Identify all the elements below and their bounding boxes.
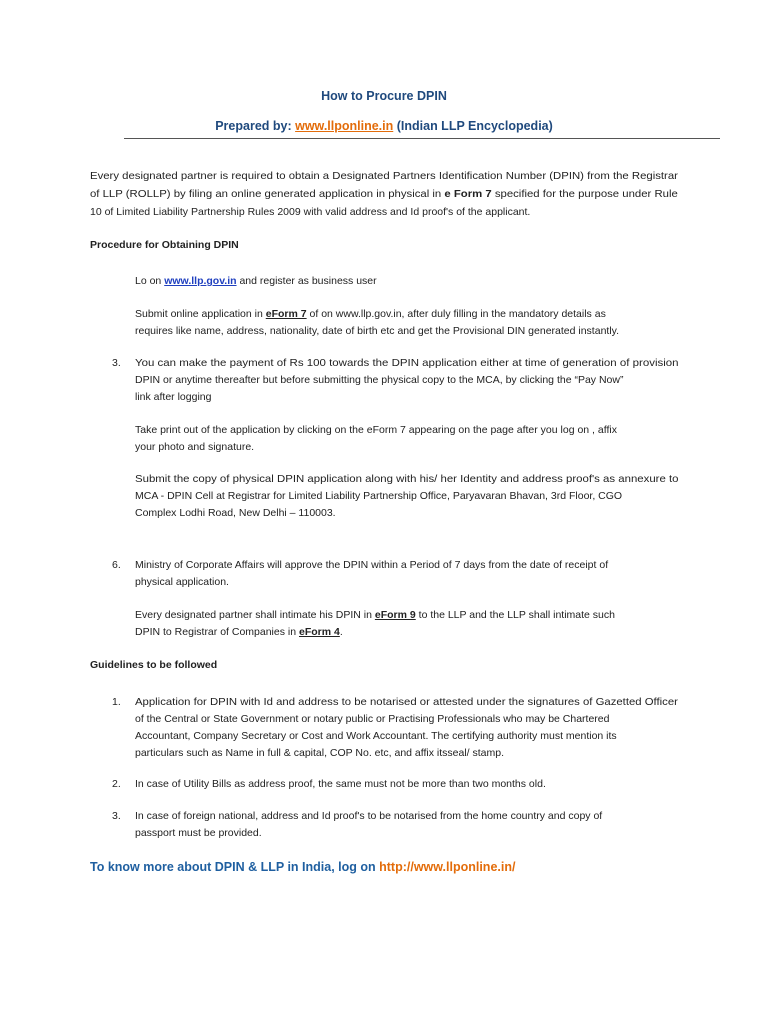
- page-title: How to Procure DPIN: [321, 89, 447, 103]
- footer-llponline-link[interactable]: http://www.llponline.in/: [379, 860, 516, 874]
- prepared-by-label: Prepared by:: [215, 119, 296, 133]
- footer-text: To know more about DPIN & LLP in India, log on: [90, 860, 380, 874]
- llp-gov-link[interactable]: www.llp.gov.in: [164, 275, 237, 287]
- guideline-1-line-1: Application for DPIN with Id and address to be notarised or attested under the signatures of Gazetted Officer: [135, 696, 678, 708]
- guideline-1-line-3: Accountant, Company Secretary or Cost and Work Accountant. The certifying authority must mention its: [135, 730, 617, 742]
- step-2-line-2: requires like name, address, nationality, date of birth etc and get the Provisional DIN generated instantly.: [135, 325, 620, 337]
- guideline-3-line-1: In case of foreign national, address and Id proof's to be notarised from the home country and copy of: [135, 810, 603, 822]
- step-6-number: 6.: [112, 559, 121, 571]
- step-3-line-1: You can make the payment of Rs 100 towards the DPIN application either at time of generation of provision: [135, 357, 679, 369]
- step-7-text: Every designated partner shall intimate his DPIN in: [135, 609, 375, 621]
- step-4-line-2: your photo and signature.: [135, 441, 255, 453]
- guideline-3-number: 3.: [112, 810, 121, 822]
- guideline-1-line-2: of the Central or State Government or notary public or Practising Professionals who may be Chartered: [135, 713, 610, 725]
- step-1-text: Lo on: [135, 275, 165, 287]
- step-1-tail: and register as business user: [236, 275, 377, 287]
- step-6-line-2: physical application.: [135, 576, 229, 588]
- guideline-3-line-2: passport must be provided.: [135, 827, 262, 839]
- step-4-line-1: Take print out of the application by clicking on the eForm 7 appearing on the page after you log on , affix: [135, 424, 617, 436]
- step-7-line-2: [135, 624, 343, 641]
- step-5-line-2: MCA - DPIN Cell at Registrar for Limited Liability Partnership Office, Paryavaran Bhavan, 3rd Floor, CGO: [135, 490, 623, 502]
- eform7-link[interactable]: eForm 7: [265, 308, 307, 320]
- guideline-2-line-1: In case of Utility Bills as address proof, the same must not be more than two months old.: [135, 778, 546, 790]
- guideline-1-line-4: particulars such as Name in full & capital, COP No. etc, and affix itsseal/ stamp.: [135, 747, 505, 759]
- llponline-link[interactable]: www.llponline.in: [295, 119, 394, 133]
- step-7-line-2-text: DPIN to Registrar of Companies in: [135, 626, 299, 638]
- intro-line-1: Every designated partner is required to obtain a Designated Partners Identification Number (DPIN) from the Registrar: [90, 170, 678, 182]
- eform4-link[interactable]: eForm 4: [298, 626, 340, 638]
- step-7-line-1: [135, 607, 615, 624]
- title-divider: [124, 138, 720, 139]
- intro-line-3: 10 of Limited Liability Partnership Rules 2009 with valid address and Id proof's of the applicant.: [90, 206, 531, 218]
- step-5-line-1: Submit the copy of physical DPIN application along with his/ her Identity and address proof's as annexure to: [135, 473, 679, 485]
- step-2-tail: of on www.llp.gov.in, after duly filling in the mandatory details as: [306, 308, 606, 320]
- step-3-line-3: link after logging: [135, 391, 212, 403]
- guidelines-heading: Guidelines to be followed: [90, 659, 218, 671]
- eform7-bold: e Form 7: [444, 188, 492, 200]
- step-2-line-1: [135, 306, 606, 323]
- step-7-line-2-tail: .: [339, 626, 343, 638]
- intro-line-2-text: of LLP (ROLLP) by filing an online generated application in physical in: [90, 188, 445, 200]
- eform9-link[interactable]: eForm 9: [374, 609, 416, 621]
- prepared-by-line: [0, 119, 768, 133]
- step-6-line-1: Ministry of Corporate Affairs will approve the DPIN within a Period of 7 days from the date of receipt of: [135, 559, 609, 571]
- step-2-text: Submit online application in: [135, 308, 266, 320]
- step-5-line-3: Complex Lodhi Road, New Delhi – 110003.: [135, 507, 336, 519]
- intro-line-2-tail: specified for the purpose under Rule: [491, 188, 678, 200]
- footer-line: [90, 860, 515, 874]
- intro-line-2: [90, 186, 678, 203]
- procedure-heading: Procedure for Obtaining DPIN: [90, 239, 239, 251]
- step-7-tail: to the LLP and the LLP shall intimate such: [415, 609, 615, 621]
- guideline-2-number: 2.: [112, 778, 121, 790]
- prepared-by-suffix: (Indian LLP Encyclopedia): [393, 119, 553, 133]
- step-3-number: 3.: [112, 357, 121, 369]
- guideline-1-number: 1.: [112, 696, 121, 708]
- step-1: [135, 273, 377, 290]
- step-3-line-2: DPIN or anytime thereafter but before submitting the physical copy to the MCA, by clicking the “Pay Now”: [135, 374, 624, 386]
